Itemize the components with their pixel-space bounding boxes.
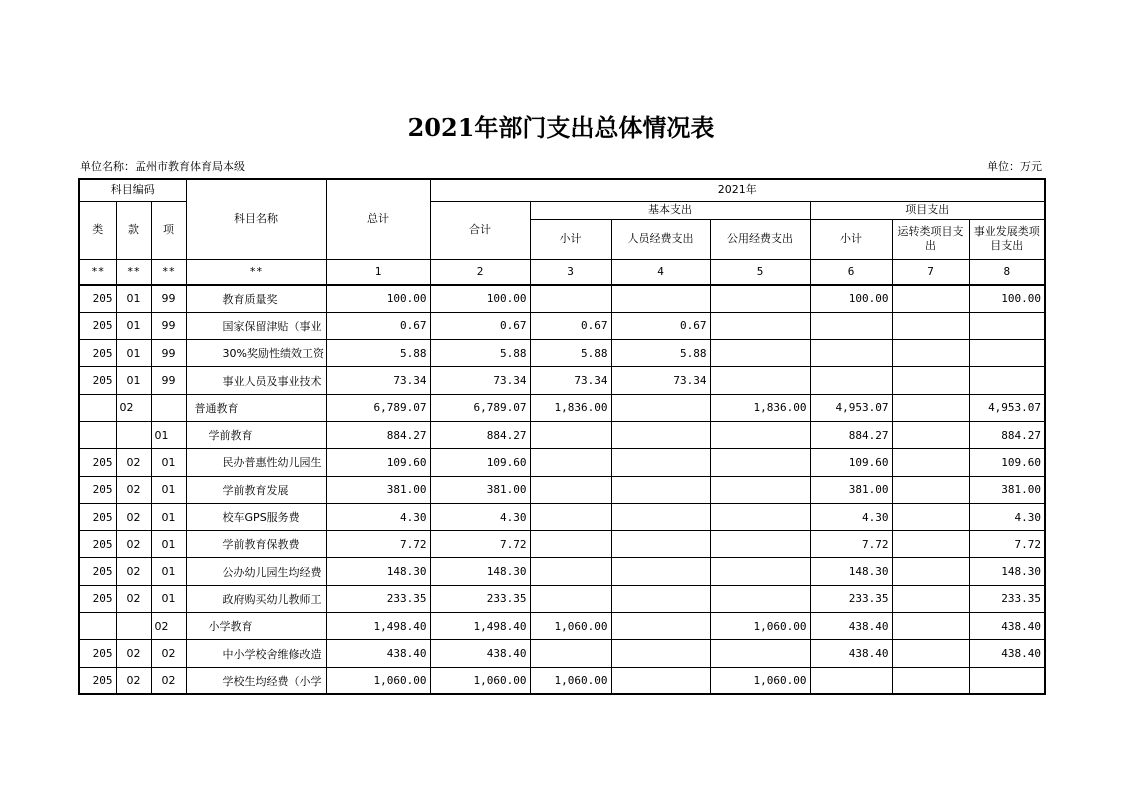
header-kuan: 款 bbox=[116, 201, 151, 259]
name-cell: 公办幼儿园生均经费 bbox=[186, 558, 326, 585]
name-cell: 30%奖励性绩效工资 bbox=[186, 340, 326, 367]
xiang-cell: 01 bbox=[151, 449, 186, 476]
project-subtotal-cell: 4,953.07 bbox=[810, 394, 892, 421]
header-project: 项目支出 bbox=[810, 201, 1045, 219]
personnel-cell bbox=[611, 421, 710, 448]
personnel-cell bbox=[611, 585, 710, 612]
header-sum: 合计 bbox=[430, 201, 530, 259]
sum-cell: 4.30 bbox=[430, 503, 530, 530]
kuan-cell bbox=[116, 613, 151, 640]
header-year: 2021年 bbox=[430, 179, 1045, 201]
sum-cell: 6,789.07 bbox=[430, 394, 530, 421]
kuan-cell: 01 bbox=[116, 340, 151, 367]
kuan-cell: 01 bbox=[116, 312, 151, 339]
development-cell: 4,953.07 bbox=[969, 394, 1045, 421]
transfer-cell bbox=[892, 476, 969, 503]
public-cell: 1,836.00 bbox=[710, 394, 810, 421]
transfer-cell bbox=[892, 585, 969, 612]
name-cell: 学前教育发展 bbox=[186, 476, 326, 503]
table-row bbox=[79, 640, 1045, 667]
sum-cell: 5.88 bbox=[430, 340, 530, 367]
personnel-cell bbox=[611, 449, 710, 476]
basic-subtotal-cell: 1,836.00 bbox=[530, 394, 611, 421]
lei-cell bbox=[79, 394, 116, 421]
basic-subtotal-cell bbox=[530, 449, 611, 476]
transfer-cell bbox=[892, 667, 969, 694]
personnel-cell bbox=[611, 558, 710, 585]
public-cell bbox=[710, 640, 810, 667]
sum-cell: 438.40 bbox=[430, 640, 530, 667]
public-cell bbox=[710, 558, 810, 585]
project-subtotal-cell: 381.00 bbox=[810, 476, 892, 503]
table-row bbox=[79, 558, 1045, 585]
xiang-cell: 01 bbox=[151, 421, 186, 448]
total-cell: 1,498.40 bbox=[326, 613, 430, 640]
lei-cell: 205 bbox=[79, 503, 116, 530]
public-cell bbox=[710, 476, 810, 503]
basic-subtotal-cell bbox=[530, 640, 611, 667]
xiang-cell: 99 bbox=[151, 340, 186, 367]
project-subtotal-cell bbox=[810, 340, 892, 367]
header-subject-name: 科目名称 bbox=[186, 179, 326, 259]
kuan-cell: 01 bbox=[116, 367, 151, 394]
transfer-cell bbox=[892, 503, 969, 530]
name-cell: 中小学校舍维修改造 bbox=[186, 640, 326, 667]
project-subtotal-cell bbox=[810, 312, 892, 339]
index-cell: ** bbox=[116, 259, 151, 285]
header-subject-code: 科目编码 bbox=[79, 179, 186, 201]
total-cell: 381.00 bbox=[326, 476, 430, 503]
basic-subtotal-cell: 1,060.00 bbox=[530, 667, 611, 694]
lei-cell: 205 bbox=[79, 367, 116, 394]
basic-subtotal-cell bbox=[530, 476, 611, 503]
total-cell: 233.35 bbox=[326, 585, 430, 612]
development-cell: 884.27 bbox=[969, 421, 1045, 448]
name-cell: 国家保留津贴（事业 bbox=[186, 312, 326, 339]
table-row bbox=[79, 421, 1045, 448]
xiang-cell: 01 bbox=[151, 476, 186, 503]
table-row bbox=[79, 476, 1045, 503]
lei-cell: 205 bbox=[79, 285, 116, 312]
lei-cell: 205 bbox=[79, 667, 116, 694]
basic-subtotal-cell bbox=[530, 558, 611, 585]
project-subtotal-cell bbox=[810, 367, 892, 394]
name-cell: 政府购买幼儿教师工 bbox=[186, 585, 326, 612]
development-cell: 381.00 bbox=[969, 476, 1045, 503]
project-subtotal-cell: 7.72 bbox=[810, 531, 892, 558]
xiang-cell bbox=[151, 394, 186, 421]
xiang-cell: 02 bbox=[151, 667, 186, 694]
header-development: 事业发展类项目支出 bbox=[969, 219, 1045, 259]
project-subtotal-cell: 109.60 bbox=[810, 449, 892, 476]
index-cell: 3 bbox=[530, 259, 611, 285]
personnel-cell bbox=[611, 640, 710, 667]
total-cell: 5.88 bbox=[326, 340, 430, 367]
personnel-cell bbox=[611, 503, 710, 530]
index-cell: 7 bbox=[892, 259, 969, 285]
xiang-cell: 01 bbox=[151, 531, 186, 558]
lei-cell: 205 bbox=[79, 340, 116, 367]
personnel-cell bbox=[611, 667, 710, 694]
kuan-cell: 02 bbox=[116, 394, 151, 421]
name-cell: 民办普惠性幼儿园生 bbox=[186, 449, 326, 476]
sum-cell: 1,498.40 bbox=[430, 613, 530, 640]
basic-subtotal-cell bbox=[530, 421, 611, 448]
project-subtotal-cell: 100.00 bbox=[810, 285, 892, 312]
public-cell bbox=[710, 503, 810, 530]
table-row bbox=[79, 503, 1045, 530]
basic-subtotal-cell: 0.67 bbox=[530, 312, 611, 339]
sum-cell: 7.72 bbox=[430, 531, 530, 558]
name-cell: 校车GPS服务费 bbox=[186, 503, 326, 530]
name-cell: 普通教育 bbox=[186, 394, 326, 421]
transfer-cell bbox=[892, 449, 969, 476]
total-cell: 0.67 bbox=[326, 312, 430, 339]
development-cell: 109.60 bbox=[969, 449, 1045, 476]
kuan-cell bbox=[116, 421, 151, 448]
index-cell: ** bbox=[186, 259, 326, 285]
table-body bbox=[79, 285, 1045, 694]
personnel-cell: 73.34 bbox=[611, 367, 710, 394]
header-xiang: 项 bbox=[151, 201, 186, 259]
table-row bbox=[79, 449, 1045, 476]
basic-subtotal-cell: 73.34 bbox=[530, 367, 611, 394]
xiang-cell: 01 bbox=[151, 585, 186, 612]
development-cell: 148.30 bbox=[969, 558, 1045, 585]
transfer-cell bbox=[892, 558, 969, 585]
transfer-cell bbox=[892, 285, 969, 312]
table-row bbox=[79, 585, 1045, 612]
header-lei: 类 bbox=[79, 201, 116, 259]
xiang-cell: 99 bbox=[151, 285, 186, 312]
transfer-cell bbox=[892, 394, 969, 421]
development-cell: 7.72 bbox=[969, 531, 1045, 558]
kuan-cell: 02 bbox=[116, 476, 151, 503]
development-cell: 438.40 bbox=[969, 640, 1045, 667]
total-cell: 7.72 bbox=[326, 531, 430, 558]
sum-cell: 233.35 bbox=[430, 585, 530, 612]
index-cell: 6 bbox=[810, 259, 892, 285]
project-subtotal-cell: 148.30 bbox=[810, 558, 892, 585]
project-subtotal-cell: 4.30 bbox=[810, 503, 892, 530]
personnel-cell bbox=[611, 613, 710, 640]
basic-subtotal-cell bbox=[530, 285, 611, 312]
sum-cell: 1,060.00 bbox=[430, 667, 530, 694]
personnel-cell: 5.88 bbox=[611, 340, 710, 367]
header-transfer: 运转类项目支出 bbox=[892, 219, 969, 259]
table-row bbox=[79, 367, 1045, 394]
expenditure-table bbox=[78, 178, 1046, 695]
transfer-cell bbox=[892, 312, 969, 339]
kuan-cell: 02 bbox=[116, 558, 151, 585]
index-cell: 2 bbox=[430, 259, 530, 285]
kuan-cell: 02 bbox=[116, 667, 151, 694]
kuan-cell: 01 bbox=[116, 285, 151, 312]
personnel-cell bbox=[611, 285, 710, 312]
public-cell bbox=[710, 585, 810, 612]
table-header bbox=[79, 179, 1045, 285]
project-subtotal-cell: 438.40 bbox=[810, 613, 892, 640]
index-cell: 1 bbox=[326, 259, 430, 285]
lei-cell: 205 bbox=[79, 531, 116, 558]
public-cell bbox=[710, 340, 810, 367]
name-cell: 学前教育 bbox=[186, 421, 326, 448]
kuan-cell: 02 bbox=[116, 640, 151, 667]
xiang-cell: 99 bbox=[151, 367, 186, 394]
project-subtotal-cell: 438.40 bbox=[810, 640, 892, 667]
lei-cell: 205 bbox=[79, 640, 116, 667]
lei-cell: 205 bbox=[79, 449, 116, 476]
header-basic-subtotal: 小计 bbox=[530, 219, 611, 259]
public-cell bbox=[710, 449, 810, 476]
development-cell bbox=[969, 667, 1045, 694]
xiang-cell: 02 bbox=[151, 640, 186, 667]
transfer-cell bbox=[892, 421, 969, 448]
xiang-cell: 99 bbox=[151, 312, 186, 339]
sum-cell: 109.60 bbox=[430, 449, 530, 476]
table-row bbox=[79, 613, 1045, 640]
sum-cell: 381.00 bbox=[430, 476, 530, 503]
public-cell bbox=[710, 531, 810, 558]
name-cell: 小学教育 bbox=[186, 613, 326, 640]
header-public: 公用经费支出 bbox=[710, 219, 810, 259]
index-cell: 8 bbox=[969, 259, 1045, 285]
public-cell bbox=[710, 312, 810, 339]
total-cell: 109.60 bbox=[326, 449, 430, 476]
kuan-cell: 02 bbox=[116, 585, 151, 612]
lei-cell bbox=[79, 421, 116, 448]
development-cell bbox=[969, 340, 1045, 367]
total-cell: 6,789.07 bbox=[326, 394, 430, 421]
lei-cell: 205 bbox=[79, 312, 116, 339]
kuan-cell: 02 bbox=[116, 503, 151, 530]
lei-cell: 205 bbox=[79, 585, 116, 612]
name-cell: 学校生均经费（小学 bbox=[186, 667, 326, 694]
public-cell: 1,060.00 bbox=[710, 667, 810, 694]
transfer-cell bbox=[892, 613, 969, 640]
table-row bbox=[79, 285, 1045, 312]
lei-cell bbox=[79, 613, 116, 640]
development-cell: 438.40 bbox=[969, 613, 1045, 640]
index-row bbox=[79, 259, 1045, 285]
personnel-cell bbox=[611, 394, 710, 421]
kuan-cell: 02 bbox=[116, 449, 151, 476]
public-cell bbox=[710, 421, 810, 448]
basic-subtotal-cell bbox=[530, 503, 611, 530]
personnel-cell bbox=[611, 531, 710, 558]
basic-subtotal-cell: 5.88 bbox=[530, 340, 611, 367]
sum-cell: 0.67 bbox=[430, 312, 530, 339]
total-cell: 884.27 bbox=[326, 421, 430, 448]
header-personnel: 人员经费支出 bbox=[611, 219, 710, 259]
total-cell: 100.00 bbox=[326, 285, 430, 312]
index-cell: 5 bbox=[710, 259, 810, 285]
xiang-cell: 01 bbox=[151, 503, 186, 530]
table-row bbox=[79, 531, 1045, 558]
project-subtotal-cell: 233.35 bbox=[810, 585, 892, 612]
index-cell: ** bbox=[79, 259, 116, 285]
name-cell: 学前教育保教费 bbox=[186, 531, 326, 558]
table-row bbox=[79, 312, 1045, 339]
xiang-cell: 01 bbox=[151, 558, 186, 585]
transfer-cell bbox=[892, 367, 969, 394]
public-cell bbox=[710, 285, 810, 312]
transfer-cell bbox=[892, 340, 969, 367]
total-cell: 1,060.00 bbox=[326, 667, 430, 694]
personnel-cell bbox=[611, 476, 710, 503]
public-cell: 1,060.00 bbox=[710, 613, 810, 640]
total-cell: 438.40 bbox=[326, 640, 430, 667]
transfer-cell bbox=[892, 640, 969, 667]
index-cell: ** bbox=[151, 259, 186, 285]
sum-cell: 100.00 bbox=[430, 285, 530, 312]
sum-cell: 884.27 bbox=[430, 421, 530, 448]
header-project-subtotal: 小计 bbox=[810, 219, 892, 259]
development-cell: 4.30 bbox=[969, 503, 1045, 530]
total-cell: 148.30 bbox=[326, 558, 430, 585]
development-cell bbox=[969, 312, 1045, 339]
project-subtotal-cell: 884.27 bbox=[810, 421, 892, 448]
total-cell: 4.30 bbox=[326, 503, 430, 530]
index-cell: 4 bbox=[611, 259, 710, 285]
total-cell: 73.34 bbox=[326, 367, 430, 394]
name-cell: 教育质量奖 bbox=[186, 285, 326, 312]
table-row bbox=[79, 340, 1045, 367]
unit-label: 单位：万元 bbox=[987, 160, 1042, 173]
basic-subtotal-cell bbox=[530, 585, 611, 612]
page-title: 2021年部门支出总体情况表 bbox=[407, 113, 715, 142]
lei-cell: 205 bbox=[79, 558, 116, 585]
name-cell: 事业人员及事业技术 bbox=[186, 367, 326, 394]
transfer-cell bbox=[892, 531, 969, 558]
development-cell: 100.00 bbox=[969, 285, 1045, 312]
kuan-cell: 02 bbox=[116, 531, 151, 558]
table-row bbox=[79, 394, 1045, 421]
basic-subtotal-cell bbox=[530, 531, 611, 558]
unit-name-label: 单位名称：孟州市教育体育局本级 bbox=[80, 160, 245, 173]
basic-subtotal-cell: 1,060.00 bbox=[530, 613, 611, 640]
header-total: 总计 bbox=[326, 179, 430, 259]
lei-cell: 205 bbox=[79, 476, 116, 503]
xiang-cell: 02 bbox=[151, 613, 186, 640]
personnel-cell: 0.67 bbox=[611, 312, 710, 339]
sum-cell: 148.30 bbox=[430, 558, 530, 585]
sum-cell: 73.34 bbox=[430, 367, 530, 394]
development-cell: 233.35 bbox=[969, 585, 1045, 612]
table-row bbox=[79, 667, 1045, 694]
public-cell bbox=[710, 367, 810, 394]
header-basic: 基本支出 bbox=[530, 201, 810, 219]
development-cell bbox=[969, 367, 1045, 394]
project-subtotal-cell bbox=[810, 667, 892, 694]
